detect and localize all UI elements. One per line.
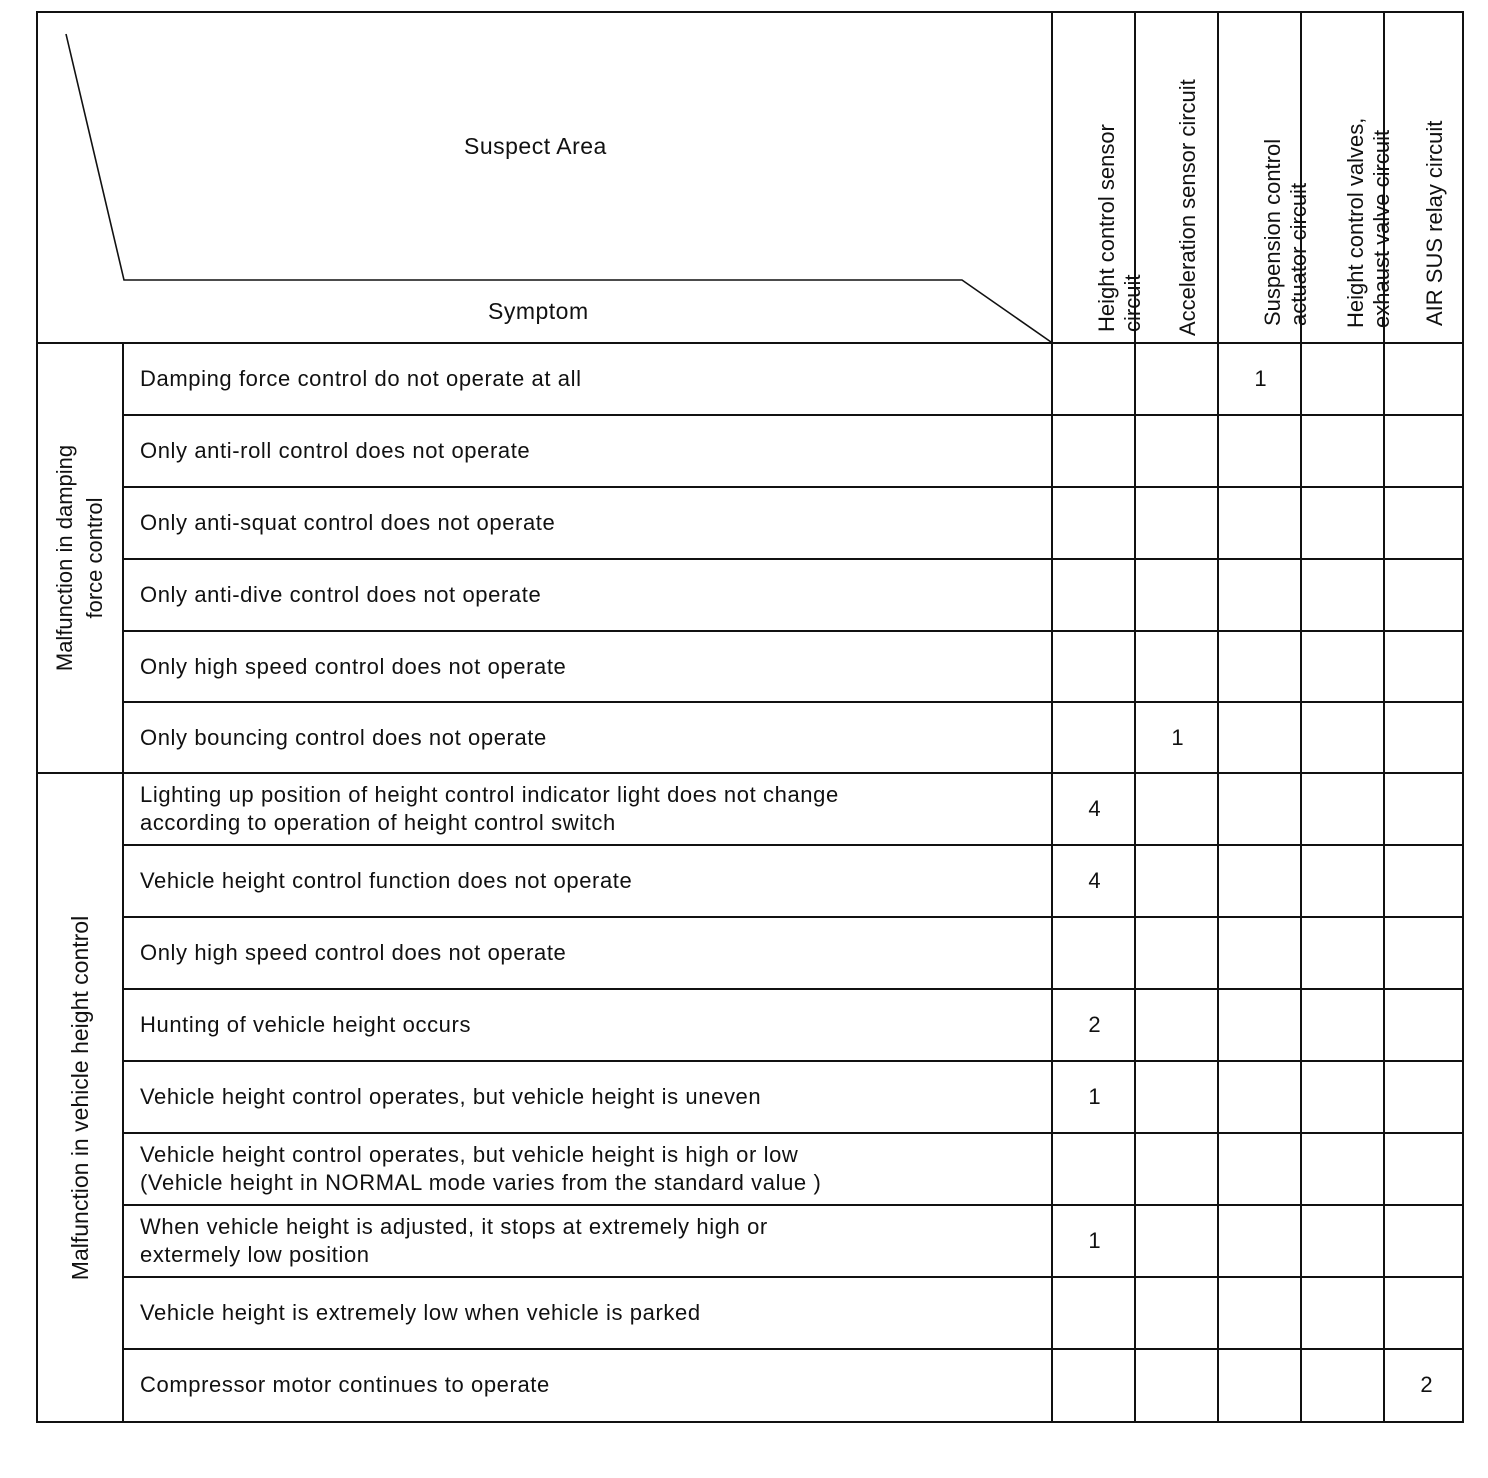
value-cell <box>1053 631 1136 703</box>
value-cell <box>1302 702 1385 774</box>
value-cell <box>1385 343 1468 415</box>
column-header-acceleration-sensor: Acceleration sensor circuit <box>1174 79 1200 336</box>
value-cell <box>1053 559 1136 631</box>
value-cell: 2 <box>1420 1372 1433 1397</box>
value-cell <box>1219 989 1302 1061</box>
value-cell <box>1385 845 1468 917</box>
value-cell <box>1219 559 1302 631</box>
symptom-cell: Vehicle height control operates, but vehicle height is uneven <box>140 1084 762 1109</box>
table-row <box>124 1061 1464 1133</box>
column-header-air-sus-relay: AIR SUS relay circuit <box>1421 120 1447 326</box>
value-cell <box>1053 415 1136 487</box>
value-cell <box>1385 1061 1468 1133</box>
value-cell <box>1219 845 1302 917</box>
group-label-vehicle-height: Malfunction in vehicle height control <box>67 915 93 1280</box>
column-header-height-control-sensor: Height control sensor circuit <box>1093 124 1145 332</box>
value-cell <box>1385 1205 1468 1277</box>
value-cell <box>1219 1061 1302 1133</box>
table-row <box>124 415 1464 487</box>
value-cell <box>1385 487 1468 559</box>
value-cell <box>1053 487 1136 559</box>
value-cell <box>1302 917 1385 989</box>
table-row <box>124 1133 1464 1205</box>
value-cell <box>1385 702 1468 774</box>
symptom-cell: Compressor motor continues to operate <box>140 1372 550 1397</box>
symptom-cell: Only anti-squat control does not operate <box>140 510 556 535</box>
value-cell <box>1136 631 1219 703</box>
value-cell <box>1219 1133 1302 1205</box>
value-cell <box>1385 989 1468 1061</box>
table-bottom-border <box>36 1421 1464 1423</box>
value-cell <box>1136 415 1219 487</box>
table-row <box>124 631 1464 703</box>
value-cell <box>1302 773 1385 845</box>
value-cell <box>1302 1061 1385 1133</box>
table-row <box>124 1205 1464 1277</box>
value-cell <box>1136 1277 1219 1349</box>
table-row <box>124 773 1464 845</box>
value-cell <box>1302 415 1385 487</box>
value-cell <box>1136 343 1219 415</box>
symptom-cell: Only high speed control does not operate <box>140 940 567 965</box>
value-cell <box>1053 343 1136 415</box>
symptom-cell: Only high speed control does not operate <box>140 654 567 679</box>
table-row <box>124 702 1464 774</box>
symptom-cell: Vehicle height control function does not operate <box>140 868 633 893</box>
symptom-cell: Damping force control do not operate at all <box>140 366 582 391</box>
symptom-cell: When vehicle height is adjusted, it stops at extremely high or extermely low position <box>140 1214 768 1267</box>
value-cell <box>1136 773 1219 845</box>
value-cell <box>1219 487 1302 559</box>
value-cell <box>1302 989 1385 1061</box>
value-cell <box>1302 1277 1385 1349</box>
value-cell: 1 <box>1171 725 1184 750</box>
value-cell <box>1136 559 1219 631</box>
value-cell <box>1053 702 1136 774</box>
suspect-area-label: Suspect Area <box>464 133 607 159</box>
value-cell <box>1302 1133 1385 1205</box>
symptom-cell: Only bouncing control does not operate <box>140 725 547 750</box>
value-cell <box>1302 845 1385 917</box>
table-row <box>124 343 1464 415</box>
symptom-cell: Only anti-roll control does not operate <box>140 438 531 463</box>
value-cell <box>1219 1349 1302 1421</box>
value-cell <box>1385 415 1468 487</box>
value-cell <box>1136 1205 1219 1277</box>
table-row <box>124 1349 1464 1421</box>
symptom-cell: Vehicle height control operates, but vehicle height is high or low (Vehicle height in NORMAL mode varies from the standard value ) <box>140 1142 822 1195</box>
value-cell <box>1302 487 1385 559</box>
value-cell <box>1385 773 1468 845</box>
value-cell <box>1385 559 1468 631</box>
value-cell <box>1385 1277 1468 1349</box>
table-row <box>124 917 1464 989</box>
table-row <box>124 559 1464 631</box>
value-cell <box>1219 1205 1302 1277</box>
value-cell <box>1053 1277 1136 1349</box>
value-cell <box>1385 917 1468 989</box>
value-cell <box>1302 631 1385 703</box>
table-row <box>124 487 1464 559</box>
value-cell <box>1385 631 1468 703</box>
value-cell <box>1302 1349 1385 1421</box>
table-row <box>124 1277 1464 1349</box>
symptom-label: Symptom <box>488 298 589 324</box>
value-cell <box>1136 989 1219 1061</box>
symptom-cell: Lighting up position of height control indicator light does not change according to operation of height control switch <box>140 782 839 835</box>
table-row <box>124 989 1464 1061</box>
value-cell <box>1219 917 1302 989</box>
value-cell <box>1302 343 1385 415</box>
value-cell <box>1219 631 1302 703</box>
value-cell: 4 <box>1088 796 1101 821</box>
symptom-cell: Only anti-dive control does not operate <box>140 582 542 607</box>
table-row <box>124 845 1464 917</box>
value-cell <box>1053 917 1136 989</box>
value-cell <box>1219 1277 1302 1349</box>
value-cell: 4 <box>1088 868 1101 893</box>
value-cell: 1 <box>1254 366 1267 391</box>
value-cell <box>1136 845 1219 917</box>
value-cell <box>1136 1061 1219 1133</box>
value-cell <box>1302 1205 1385 1277</box>
value-cell <box>1219 702 1302 774</box>
value-cell <box>1219 415 1302 487</box>
value-cell <box>1219 773 1302 845</box>
value-cell <box>1302 559 1385 631</box>
value-cell <box>1136 917 1219 989</box>
group-label-damping-force: Malfunction in damping force control <box>52 444 107 672</box>
value-cell: 1 <box>1088 1228 1101 1253</box>
value-cell <box>1136 487 1219 559</box>
column-header-suspension-control-actuator: Suspension control actuator circuit <box>1259 138 1311 326</box>
value-cell <box>1053 1349 1136 1421</box>
value-cell <box>1136 1133 1219 1205</box>
value-cell: 1 <box>1088 1084 1101 1109</box>
value-cell <box>1385 1133 1468 1205</box>
symptom-cell: Hunting of vehicle height occurs <box>140 1012 472 1037</box>
column-header-height-control-valves: Height control valves, exhaust valve circuit <box>1342 117 1394 328</box>
value-cell <box>1136 1349 1219 1421</box>
value-cell <box>1053 1133 1136 1205</box>
value-cell: 2 <box>1088 1012 1101 1037</box>
symptom-cell: Vehicle height is extremely low when vehicle is parked <box>140 1300 701 1325</box>
